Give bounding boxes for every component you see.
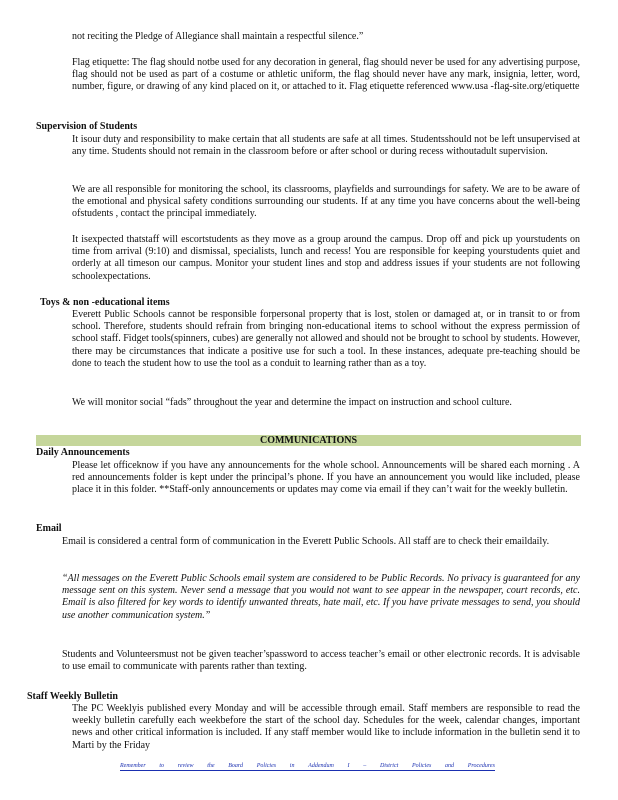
daily-announcements-paragraph: Please let officeknow if you have any announcements for the whole school. Announcements will be shared each morning . A red announcements folder is kept under the principal’s phone. If you have an announcement you would like included, please place it in this folder. **Staff-only announcements or updates may come via email if they can’t wait for the weekly bulletin. xyxy=(72,460,580,496)
toys-heading: Toys & non -educational items xyxy=(40,297,170,308)
email-paragraph-1: Email is considered a central form of communication in the Everett Public Schools. All staff are to check their emaildaily. xyxy=(62,536,550,547)
footer-word: the xyxy=(207,763,215,769)
footer-word: review xyxy=(177,763,194,769)
email-paragraph-2: Students and Volunteersmust not be given teacher’spassword to access teacher’s email or other electronic records. It is advisable to use email to communicate with parents rather than texting. xyxy=(62,649,580,673)
footer-word: Procedures xyxy=(467,763,495,769)
toys-paragraph-2: We will monitor social “fads” throughout the year and determine the impact on instruction and school culture. xyxy=(72,397,512,408)
supervision-heading: Supervision of Students xyxy=(36,121,138,132)
footer-word: Addendum xyxy=(308,763,334,769)
email-policy-quote: “All messages on the Everett Public Schools email system are considered to be Public Records. No privacy is guaranteed for any message sent on this system. Never send a message that you would not want to see appear in the newspaper, court records, etc. Email is also filtered for key words to identify unwanted threats, hate mail, etc. If you have private messages to send, you should use another communication system.” xyxy=(62,573,580,621)
footer-word: – xyxy=(363,763,367,769)
footer-word: District xyxy=(379,763,399,769)
email-heading: Email xyxy=(36,523,62,534)
supervision-paragraph-3: It isexpected thatstaff will escortstudents as they move as a group around the campus. Drop off and pick up yourstudents on time from arrival (9:10) and dismissal, specialists, lunch and recess! You are responsible for keeping yourstudents quiet and orderly at all timeson our campus. Monitor your student lines and stop and address issues if your students are not following schoolexpectations. xyxy=(72,234,580,282)
supervision-paragraph-1: It isour duty and responsibility to make certain that all students are safe at all times. Studentsshould not be left unsupervised at any time. Students should not remain in the classroom before or after school or during recess withoutadult supervision. xyxy=(72,134,580,158)
intro-text: not reciting the Pledge of Allegiance shall maintain a respectful silence.” xyxy=(72,31,364,42)
footer-word: Policies xyxy=(256,763,277,769)
flag-etiquette-paragraph: Flag etiquette: The flag should notbe used for any decoration in general, flag should never be used for any advertising purpose, flag should not be used as part of a costume or athletic uniform, the flag should never have any mark, insignia, letter, word, number, figure, or drawing of any kind placed on it, or attached to it. Flag etiquette referenced www.usa -flag-site.org/etiquette xyxy=(72,57,581,93)
communications-banner: COMMUNICATIONS xyxy=(36,435,581,446)
footer-word: and xyxy=(445,763,455,769)
staff-weekly-bulletin-heading: Staff Weekly Bulletin xyxy=(27,691,118,702)
daily-announcements-heading: Daily Announcements xyxy=(36,447,130,458)
toys-paragraph-1: Everett Public Schools cannot be responsible forpersonal property that is lost, stolen or damaged at, or in transit to or from school. Therefore, students should refrain from bringing non-educational items to school without the express permission of school staff. Fidget tools(spinners, cubes) are generally not allowed and should not be brought to school by students. However, there may be circumstances that indicate a positive use for such a tool. In these instances, adequate pre-teaching should be done to teach the student how to use the tool as a conduit to learning rather than as a toy. xyxy=(72,309,580,369)
staff-weekly-bulletin-paragraph: The PC Weeklyis published every Monday and will be accessible through email. Staff members are responsible to read the weekly bulletin carefully each weekbefore the start of the school day. Schedules for the week, calendar changes, important news and other critical information is included. If any staff member would like to include information in the bulletin send it to Marti by the Friday xyxy=(72,703,580,751)
footer-word: Board xyxy=(228,763,244,769)
footer-word: Policies xyxy=(411,763,432,769)
footer-word: in xyxy=(289,763,295,769)
footer-word: to xyxy=(159,763,165,769)
footer-word: I xyxy=(347,763,350,769)
supervision-paragraph-2: We are all responsible for monitoring the school, its classrooms, playfields and surroundings for safety. We are to be aware of the emotional and physical safety conditions surrounding our students. If at any time you have concerns about the well-being ofstudents , contact the principal immediately. xyxy=(72,184,580,220)
footer-word: Remember xyxy=(120,763,146,769)
footer-policy-link[interactable] xyxy=(120,763,495,771)
